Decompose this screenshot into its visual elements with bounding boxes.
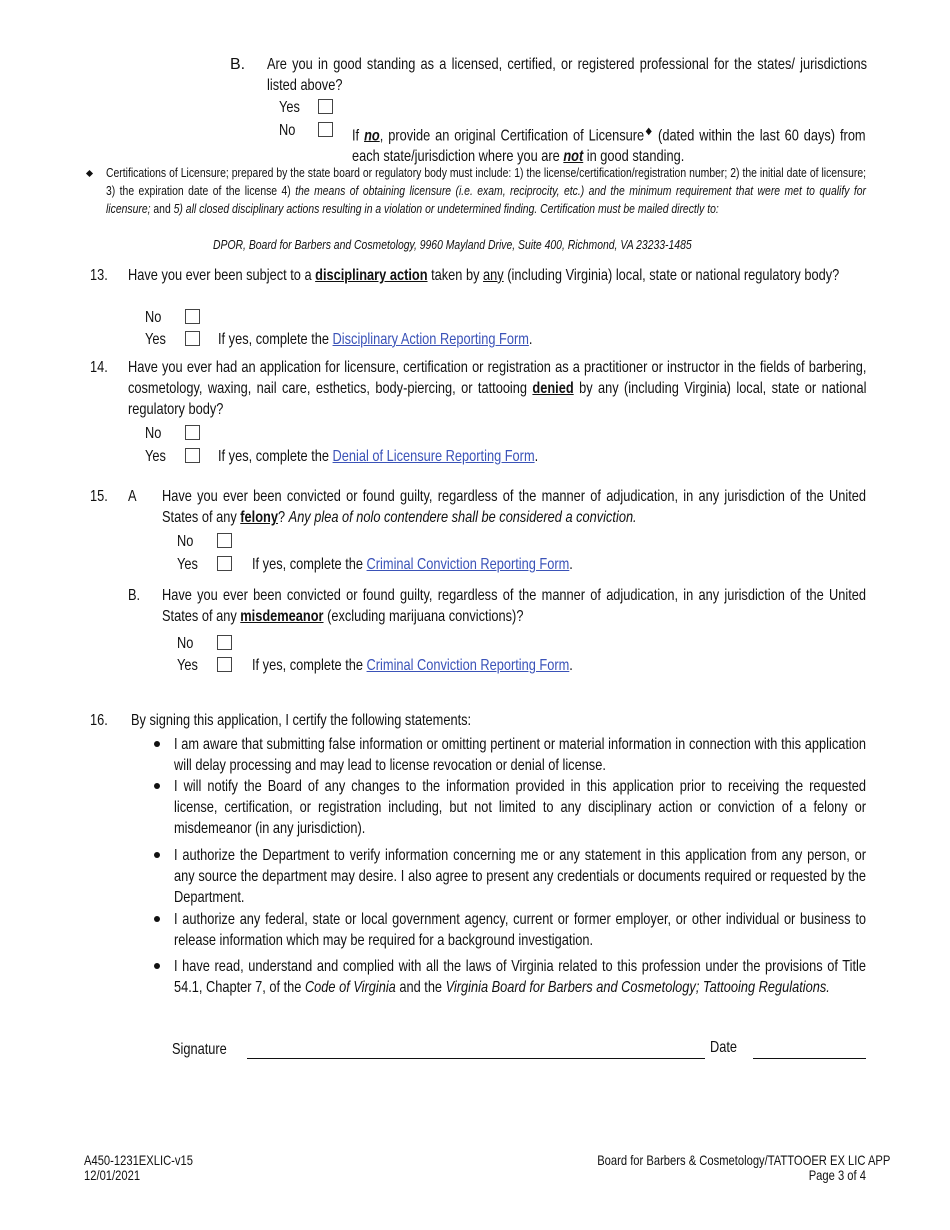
q15b-letter: B. — [128, 587, 141, 604]
q15a-question: Have you ever been convicted or found guilty, regardless of the manner of adjudication, in any jurisdiction of the United States of any felony? Any plea of nolo contendere shall be considered a conviction. — [162, 488, 866, 526]
date-field[interactable] — [753, 1058, 866, 1059]
q15b-yes-checkbox[interactable] — [217, 657, 232, 672]
q16-intro: By signing this application, I certify the following statements: — [131, 712, 472, 729]
statement-2: I will notify the Board of any changes to the information provided in this application prior to receiving the requested license, certification, or registration including, but not limited to any disciplinary action or conviction of a felony or misdemeanor (in any jurisdiction). — [174, 778, 866, 837]
q13-yes-checkbox[interactable] — [185, 331, 200, 346]
no-label: No — [177, 635, 194, 652]
bullet-icon — [154, 852, 160, 858]
no-label: No — [177, 533, 194, 550]
q12b-yes-checkbox[interactable] — [318, 99, 333, 114]
yes-label: Yes — [145, 448, 166, 465]
statement-1: I am aware that submitting false information or omitting pertinent or material information in connection with this application will delay processing and may lead to license revocation or denial of license. — [174, 736, 866, 774]
q15b-question: Have you ever been convicted or found guilty, regardless of the manner of adjudication, in any jurisdiction of the United States of any misdemeanor (excluding marijuana convictions)? — [162, 587, 866, 625]
bullet-icon — [154, 741, 160, 747]
q15-number: 15. — [90, 488, 108, 505]
q14-if-yes: If yes, complete the Denial of Licensure Reporting Form. — [218, 448, 539, 465]
criminal-conviction-form-link[interactable]: Criminal Conviction Reporting Form — [366, 556, 570, 573]
signature-label: Signature — [172, 1041, 227, 1058]
q13-if-yes: If yes, complete the Disciplinary Action Reporting Form. — [218, 331, 533, 348]
q13-no-checkbox[interactable] — [185, 309, 200, 324]
footnote: Certifications of Licensure; prepared by the state board or regulatory body must include: 1) the license/certification/registration number; 2) the initial date of licensure; 3) the expiration date of the license 4) the means of obtaining licensure (i.e. exam, reciprocity, etc.) and the minimum requirement that were met to qualify for licensure; and 5) all closed disciplinary actions resulting in a violation or undetermined finding. Certification must be mailed directly to: — [106, 165, 867, 216]
statement-5: I have read, understand and complied with all the laws of Virginia related to this profession under the provisions of Title 54.1, Chapter 7, of the Code of Virginia and the Virginia Board for Barbers and Cosmetology; Tattooing Regulations. — [174, 958, 866, 996]
q14-yes-checkbox[interactable] — [185, 448, 200, 463]
mailing-address: DPOR, Board for Barbers and Cosmetology, 9960 Mayland Drive, Suite 400, Richmond, VA 23233-1485 — [213, 237, 692, 252]
no-label: No — [145, 309, 162, 326]
footer-right: Board for Barbers & Cosmetology/TATTOOER EX LIC APP Page 3 of 4 — [597, 1152, 891, 1183]
q15a-no-checkbox[interactable] — [217, 533, 232, 548]
q14-no-checkbox[interactable] — [185, 425, 200, 440]
q15a-if-yes: If yes, complete the Criminal Conviction Reporting Form. — [252, 556, 573, 573]
q12b-if-no: If no, provide an original Certification of Licensure◆ (dated within the last 60 days) from each state/jurisdiction where you are not in good standing. — [352, 126, 866, 166]
q15a-yes-checkbox[interactable] — [217, 556, 232, 571]
q15b-if-yes: If yes, complete the Criminal Conviction Reporting Form. — [252, 657, 573, 674]
yes-label: Yes — [279, 99, 300, 116]
signature-field[interactable] — [247, 1058, 705, 1059]
yes-label: Yes — [145, 331, 166, 348]
statement-4: I authorize any federal, state or local government agency, current or former employer, or other individual or business to release information which may be required for a background investigation. — [174, 911, 866, 949]
q13-question: Have you ever been subject to a disciplinary action taken by any (including Virginia) local, state or national regulatory body? — [128, 267, 840, 284]
no-label: No — [279, 122, 296, 139]
footer-left: A450-1231EXLIC-v15 12/01/2021 — [84, 1152, 193, 1183]
q15a-letter: A — [128, 488, 137, 505]
no-label: No — [145, 425, 162, 442]
q15b-no-checkbox[interactable] — [217, 635, 232, 650]
statement-3: I authorize the Department to verify information concerning me or any statement in this application from any person, or any source the department may desire. I also agree to present any credentials or documents required or requested by the Department. — [174, 847, 866, 906]
q12b-letter: B. — [230, 56, 246, 73]
bullet-icon — [154, 783, 160, 789]
bullet-icon — [154, 963, 160, 969]
yes-label: Yes — [177, 556, 198, 573]
denial-of-licensure-form-link[interactable]: Denial of Licensure Reporting Form — [332, 448, 535, 465]
bullet-icon — [154, 916, 160, 922]
q13-number: 13. — [90, 267, 108, 284]
disciplinary-action-form-link[interactable]: Disciplinary Action Reporting Form — [332, 331, 529, 348]
q16-number: 16. — [90, 712, 108, 729]
q14-number: 14. — [90, 359, 108, 376]
yes-label: Yes — [177, 657, 198, 674]
date-label: Date — [710, 1039, 738, 1056]
q12b-question: Are you in good standing as a licensed, certified, or registered professional for the states/ jurisdictions listed above? — [267, 56, 867, 94]
diamond-bullet-icon — [86, 170, 93, 177]
q14-question: Have you ever had an application for licensure, certification or registration as a practitioner or instructor in the fields of barbering, cosmetology, waxing, nail care, esthetics, body-piercing, or tattooing denied by any (including Virginia) local, state or national regulatory body? — [128, 359, 867, 418]
q12b-no-checkbox[interactable] — [318, 122, 333, 137]
criminal-conviction-form-link[interactable]: Criminal Conviction Reporting Form — [366, 657, 570, 674]
